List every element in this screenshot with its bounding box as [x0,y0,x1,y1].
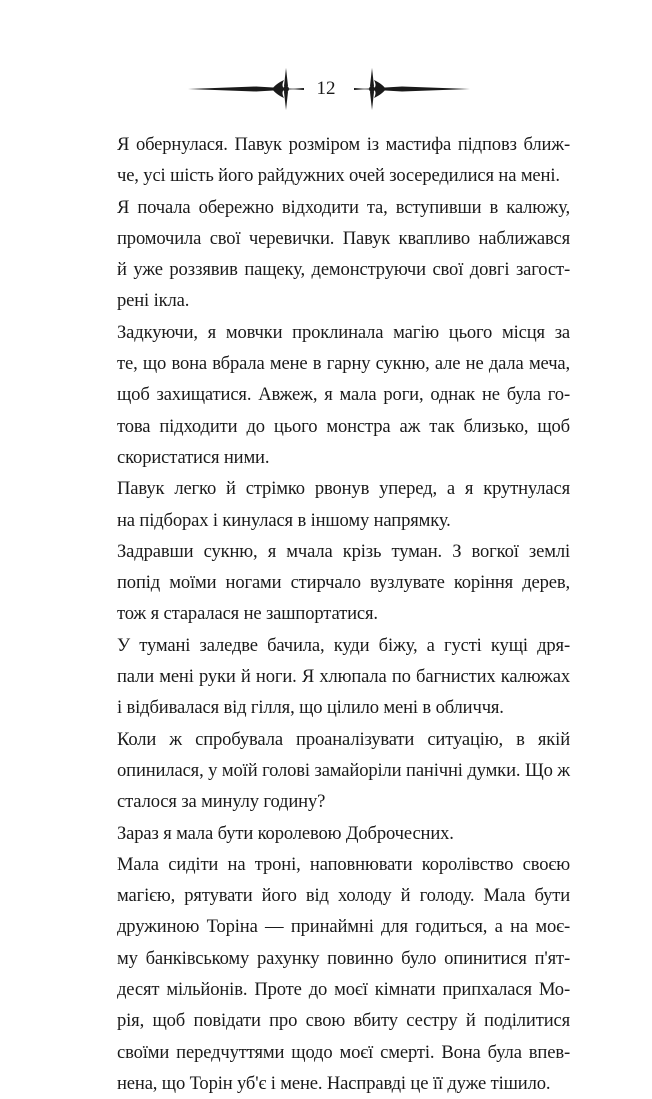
text-line: дружиною Торіна — принаймні для годиться, а на моє- [117,916,570,938]
text-line: десят мільйонів. Проте до моєї кімнати припхалася Мо- [117,979,570,1001]
text-line: У тумані заледве бачила, куди біжу, а густі кущі дря- [117,634,570,656]
text-line: рені ікла. [117,290,190,312]
text-line: му банківському рахунку повинно було опинитися п'ят- [117,947,570,969]
text-line: на підборах і кинулася в іншому напрямку. [117,509,451,531]
text-line: сталося за минулу годину? [117,791,326,813]
dagger-ornament-right-icon [352,66,472,112]
paragraph [117,818,570,849]
text-line: магією, рятувати його від холоду й голоду. Мала бути [117,885,570,907]
body-text [117,129,570,1099]
paragraph [117,849,570,1099]
text-line: че, усі шість його райдужних очей зосередилися на мені. [117,165,560,187]
text-line: промочила свої черевички. Павук квапливо наближався [117,227,570,249]
page-number: 12 [316,78,336,99]
text-line: попід моїми ногами стирчало вузлувате коріння дерев, [117,572,570,594]
text-line: те, що вона вбрала мене в гарну сукню, але не дала меча, [117,353,570,375]
text-line: і відбивалася від гілля, що цілило мені в обличчя. [117,697,504,719]
text-line: тож я старалася не зашпортатися. [117,603,378,625]
text-line: Павук легко й стрімко рвонув уперед, а я крутнулася [117,478,570,500]
text-line: Я обернулася. Павук розміром із мастифа підповз ближ- [117,134,570,155]
text-line: Задравши сукню, я мчала крізь туман. З вогкої землі [117,540,570,562]
paragraph [117,630,570,724]
text-line: опинилася, у моїй голові замайоріли панічні думки. Що ж [117,759,570,781]
text-line: Задкуючи, я мовчки проклинала магію цього місця за [117,321,570,343]
paragraph [117,129,570,192]
paragraph [117,473,570,536]
paragraph [117,724,570,818]
text-line: рія, щоб повідати про свою вбиту сестру й поділитися [117,1010,570,1032]
text-line: Я почала обережно відходити та, вступивши в калюжу, [117,196,570,218]
paragraph [117,317,570,473]
text-line: нена, що Торін уб'є і мене. Насправді це її дуже тішило. [117,1072,551,1094]
page-header [0,66,652,112]
text-line: своїми передчуттями щодо моєї смерті. Вона була впев- [117,1041,570,1063]
text-line: скористатися ними. [117,446,270,468]
text-line: й уже роззявив пащеку, демонструючи свої довгі загост- [117,259,570,281]
text-line: Коли ж спробувала проаналізувати ситуацію, в якій [117,728,570,750]
text-line: Зараз я мала бути королевою Доброчесних. [117,822,454,844]
text-line: щоб захищатися. Авжеж, я мала роги, однак не була го- [117,384,570,406]
paragraph [117,536,570,630]
dagger-ornament-left-icon [186,66,306,112]
text-line: това підходити до цього монстра аж так близько, щоб [117,415,570,437]
paragraph [117,192,570,317]
text-line: Мала сидіти на троні, наповнювати королівство своєю [117,853,570,875]
text-line: пали мені руки й ноги. Я хлюпала по багнистих калюжах [117,666,570,688]
